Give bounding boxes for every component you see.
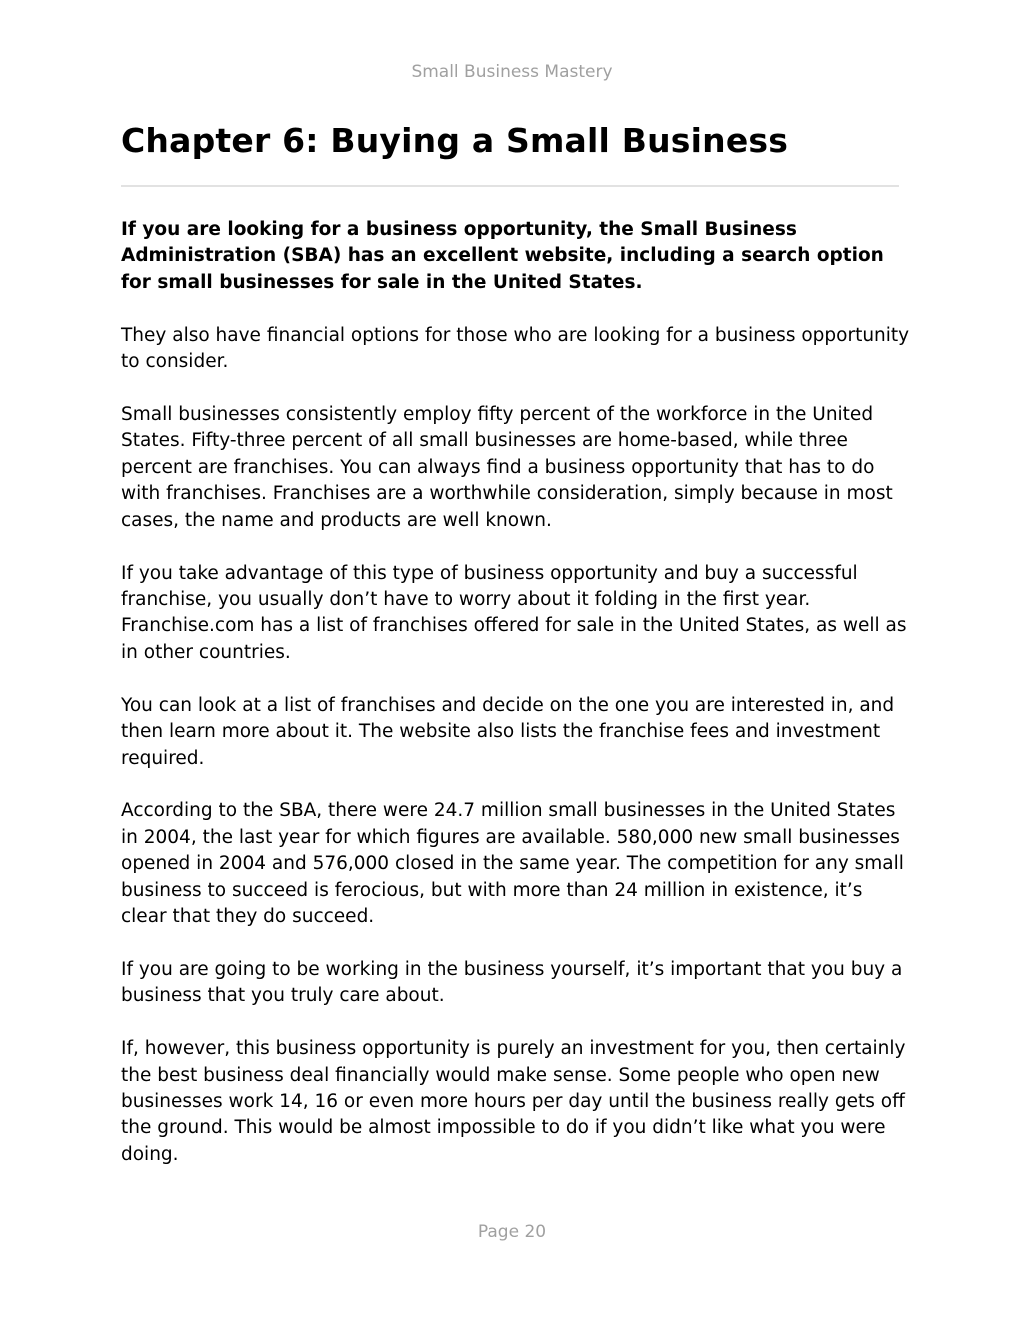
paragraph: According to the SBA, there were 24.7 million small businesses in the United States in 2004, the last year for which figures are available. 580,000 new small businesses opened in 2004 and 576,000 closed in the same year. The competition for any small business to succeed is ferocious, but with more than 24 million in existence, it’s clear that they do succeed. xyxy=(121,800,904,928)
paragraph: If you are going to be working in the business yourself, it’s important that you buy a business that you truly care about. xyxy=(121,958,903,1007)
paragraph: You can look at a list of franchises and decide on the one you are interested in, and then learn more about it. The website also lists the franchise fees and investment required. xyxy=(121,694,895,769)
page-number: Page 20 xyxy=(477,1222,547,1242)
title-divider xyxy=(121,185,899,187)
paragraph: If you take advantage of this type of business opportunity and buy a successful franchise, you usually don’t have to worry about it folding in the first year. Franchise.com has a list of franchises offered for sale in the United States, as well as in other countries. xyxy=(121,562,907,663)
paragraph: They also have financial options for those who are looking for a business opportunity to consider. xyxy=(121,324,910,373)
lead-paragraph: If you are looking for a business opportunity, the Small Business Administration (SBA) has an excellent website, including a search option for small businesses for sale in the United States. xyxy=(121,219,884,293)
paragraph: If, however, this business opportunity is purely an investment for you, then certainly the best business deal financially would make sense. Some people who open new businesses work 14, 16 or even more hours per day until the business really gets off the ground. This would be almost impossible to do if you didn’t like what you were doing. xyxy=(121,1038,906,1165)
chapter-title: Chapter 6: Buying a Small Business xyxy=(121,121,789,160)
paragraph: Small businesses consistently employ fifty percent of the workforce in the United States. Fifty-three percent of all small businesses are home-based, while three percent are franchises. You can always find a business opportunity that has to do with franchises. Franchises are a worthwhile consideration, simply because in most cases, the name and products are well known. xyxy=(121,404,893,531)
running-header: Small Business Mastery xyxy=(411,62,613,82)
chapter-body xyxy=(121,217,911,1195)
